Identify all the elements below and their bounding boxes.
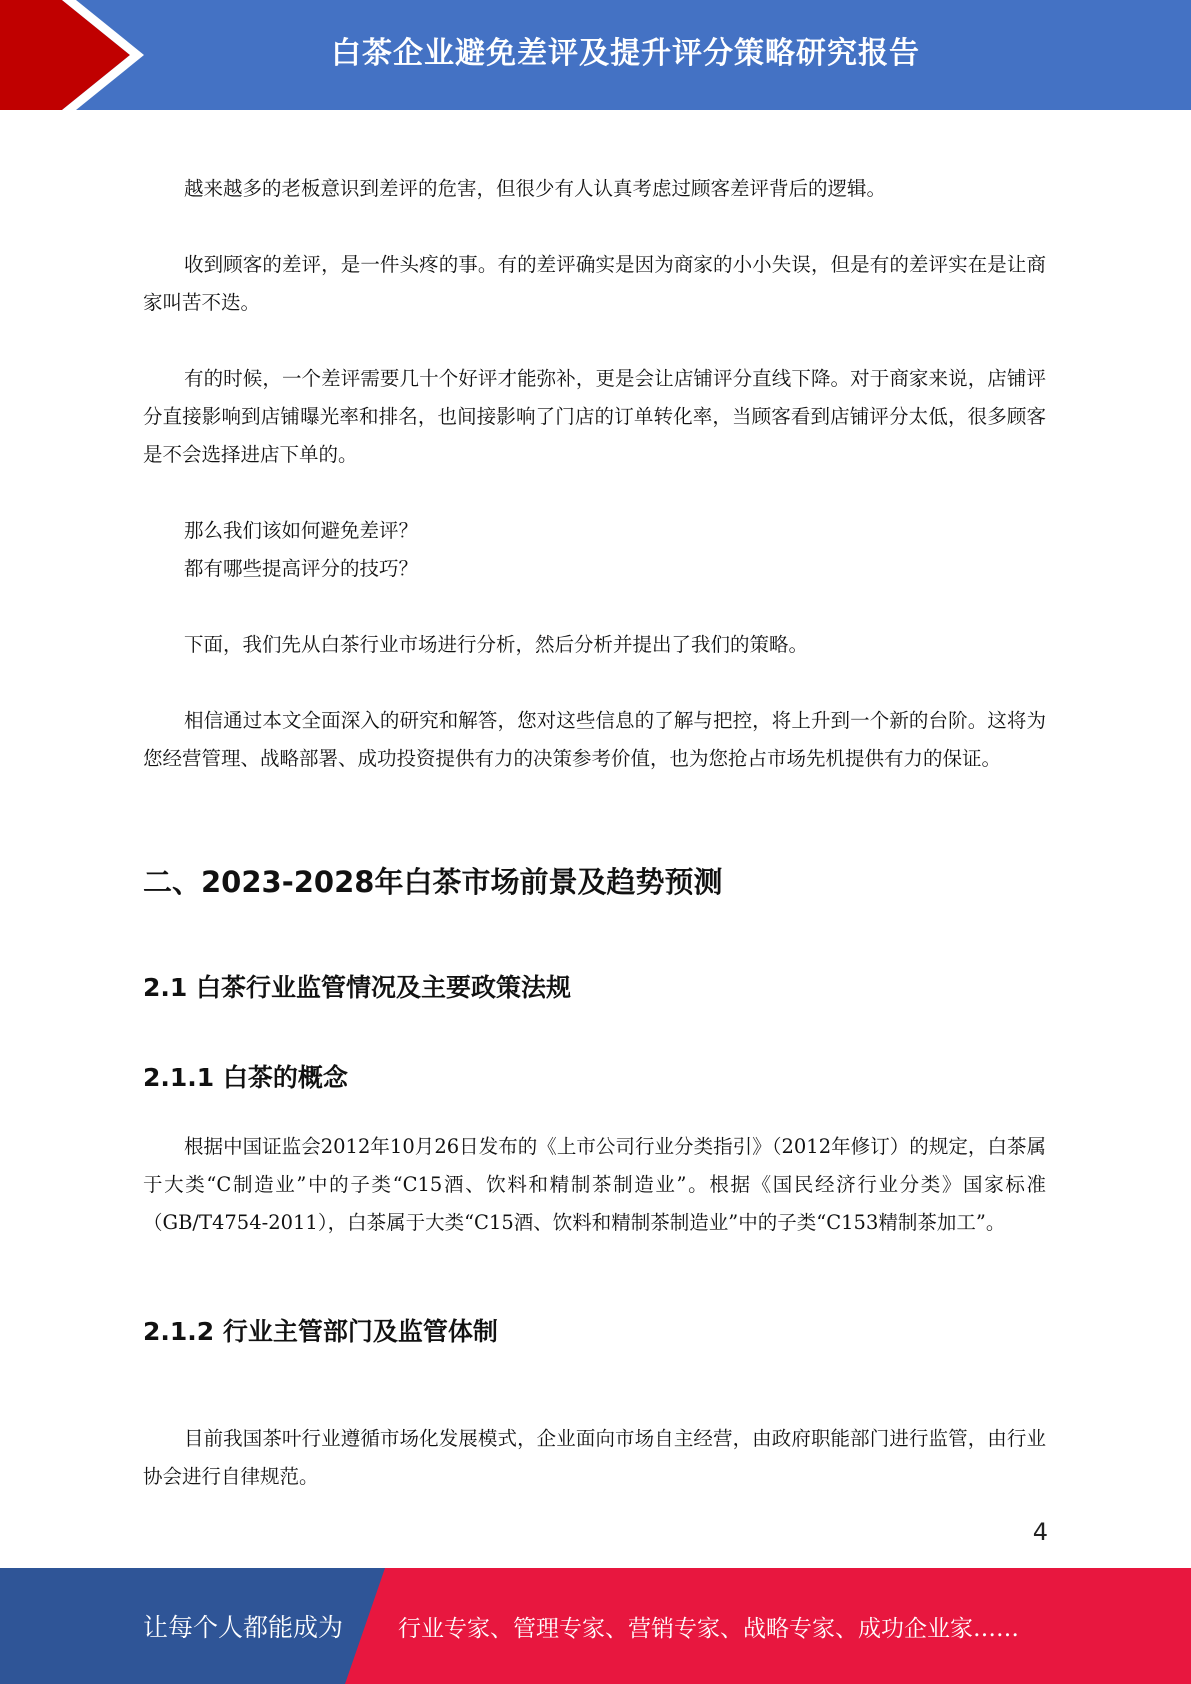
question-improve-rating: 都有哪些提高评分的技巧？	[184, 557, 419, 580]
page-footer	[0, 1568, 1191, 1684]
report-title: 白茶企业避免差评及提升评分策略研究报告	[331, 36, 920, 71]
subsection-heading-2-1: 2.1 白茶行业监管情况及主要政策法规	[143, 973, 571, 1002]
footer-slogan-left: 让每个人都能成为	[143, 1613, 344, 1642]
paragraph-regulation: 目前我国茶叶行业遵循市场化发展模式，企业面向市场自主经营，由政府职能部门进行监管，由行业协会进行自律规范。	[143, 1427, 1046, 1488]
section-heading-2: 二、2023-2028年白茶市场前景及趋势预测	[143, 865, 723, 899]
question-avoid-bad-review: 那么我们该如何避免差评？	[184, 519, 419, 542]
paragraph-intro: 越来越多的老板意识到差评的危害，但很少有人认真考虑过顾客差评背后的逻辑。	[184, 177, 887, 200]
page-header	[0, 0, 1191, 110]
page-number: 4	[1032, 1518, 1048, 1546]
paragraph-value: 相信通过本文全面深入的研究和解答，您对这些信息的了解与把控，将上升到一个新的台阶。这将为您经营管理、战略部署、成功投资提供有力的决策参考价值，也为您抢占市场先机提供有力的保证。	[143, 709, 1046, 770]
subsection-heading-2-1-2: 2.1.2 行业主管部门及监管体制	[143, 1317, 498, 1346]
paragraph-store-rating: 有的时候，一个差评需要几十个好评才能弥补，更是会让店铺评分直线下降。对于商家来说，店铺评分直接影响到店铺曝光率和排名，也间接影响了门店的订单转化率，当顾客看到店铺评分太低，很多顾客是不会选择进店下单的。	[143, 367, 1046, 466]
paragraph-concept: 根据中国证监会2012年10月26日发布的《上市公司行业分类指引》（2012年修订）的规定，白茶属于大类“C制造业”中的子类“C15酒、饮料和精制茶制造业”。根据《国民经济行业分类》国家标准（GB/T4754-2011），白茶属于大类“C15酒、饮料和精制茶制造业”中的子类“C153精制茶加工”。	[143, 1135, 1046, 1234]
paragraph-analysis-plan: 下面，我们先从白茶行业市场进行分析，然后分析并提出了我们的策略。	[184, 633, 809, 656]
header-chevron-icon	[0, 0, 160, 110]
paragraph-bad-review: 收到顾客的差评，是一件头疼的事。有的差评确实是因为商家的小小失误，但是有的差评实在是让商家叫苦不迭。	[143, 253, 1046, 314]
footer-slogan-right: 行业专家、管理专家、营销专家、战略专家、成功企业家……	[398, 1615, 1019, 1642]
subsection-heading-2-1-1: 2.1.1 白茶的概念	[143, 1063, 348, 1092]
